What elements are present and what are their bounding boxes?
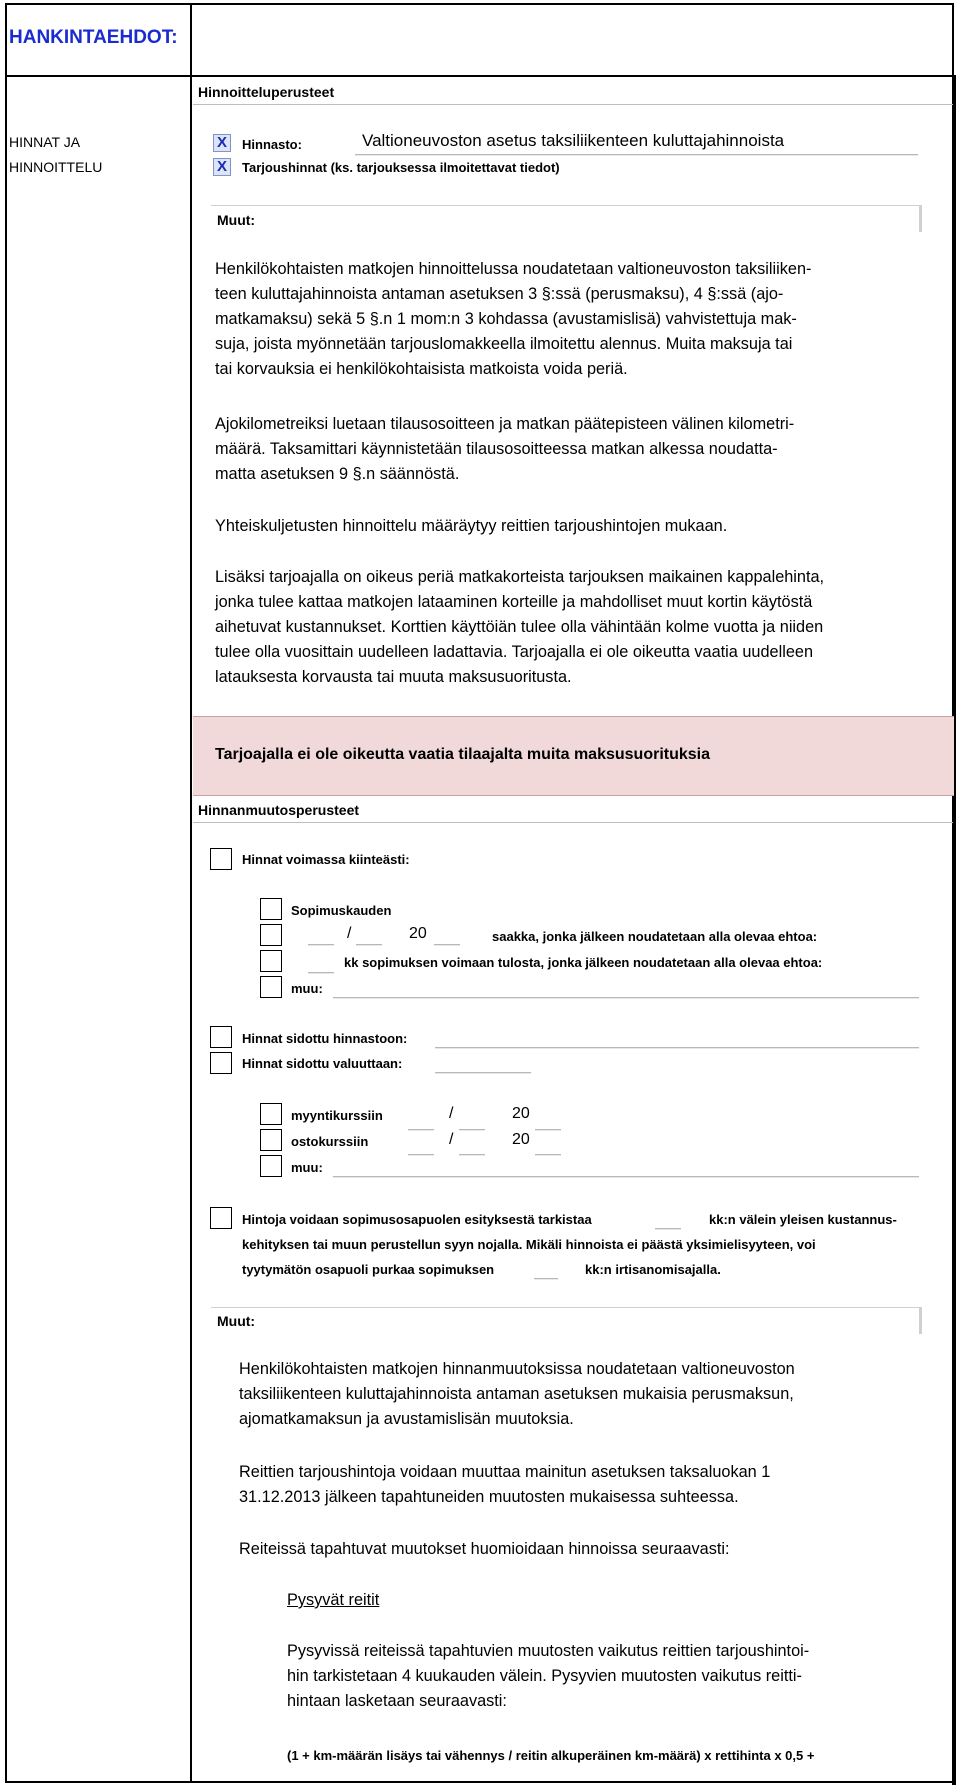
review-text-1b: kk:n välein yleisen kustannus-: [709, 1212, 897, 1227]
pricing-basis-heading: Hinnoitteluperusteet: [198, 84, 335, 100]
termination-months-field[interactable]: [534, 1264, 558, 1279]
price-list-checkbox[interactable]: [210, 1026, 232, 1048]
months-text: kk sopimuksen voimaan tulosta, jonka jälkeen noudatetaan alla olevaa ehtoa:: [344, 955, 823, 970]
currency-checkbox[interactable]: [210, 1052, 232, 1074]
fixed-prices-label: Hinnat voimassa kiinteästi:: [242, 852, 410, 867]
tarjoushinnat-label: Tarjoushinnat (ks. tarjouksessa ilmoitettavat tiedot): [242, 160, 560, 175]
rate-muu-checkbox[interactable]: [260, 1155, 282, 1177]
page-title: HANKINTAEHDOT:: [9, 27, 178, 48]
change-paragraph-3: Reiteissä tapahtuvat muutokset huomioidaan hinnoissa seuraavasti:: [239, 1540, 730, 1558]
selling-rate-label: myyntikurssiin: [291, 1108, 383, 1123]
selling-slash: /: [449, 1105, 454, 1122]
section-label-line2: HINNOITTELU: [9, 159, 103, 175]
permanent-routes-heading: Pysyvät reitit: [287, 1591, 380, 1609]
header-divider: [5, 75, 954, 77]
muut-field[interactable]: [211, 205, 922, 232]
until-year-field[interactable]: [434, 930, 460, 945]
muut-label-2: Muut:: [217, 1313, 256, 1329]
muut-field-2[interactable]: [211, 1307, 922, 1334]
selling-day-field[interactable]: [408, 1115, 434, 1130]
price-list-field[interactable]: [435, 1033, 919, 1048]
fixed-prices-checkbox[interactable]: [210, 848, 232, 870]
hinnasto-checkbox[interactable]: X: [213, 134, 231, 152]
contract-muu-label: muu:: [291, 981, 323, 996]
change-paragraph-2: Reittien tarjoushintoja voidaan muuttaa mainitun asetuksen taksaluokan 1 31.12.2013 jälkeen tapahtuneiden muutosten mukaisessa suhteessa.: [239, 1463, 771, 1506]
buying-year-field[interactable]: [535, 1140, 561, 1155]
selling-year-field[interactable]: [535, 1115, 561, 1130]
currency-field[interactable]: [435, 1058, 531, 1073]
selling-rate-checkbox[interactable]: [260, 1103, 282, 1125]
right-border: [952, 75, 956, 1785]
pricing-paragraph-3: Yhteiskuljetusten hinnoittelu määräytyy reittien tarjoushintojen mukaan.: [215, 517, 728, 535]
notice-text: Tarjoajalla ei ole oikeutta vaatia tilaajalta muita maksusuorituksia: [215, 746, 711, 763]
contract-period-checkbox[interactable]: [260, 898, 282, 920]
price-change-heading: Hinnanmuutosperusteet: [198, 802, 360, 818]
selling-month-field[interactable]: [459, 1115, 485, 1130]
contract-muu-field[interactable]: [333, 983, 919, 998]
until-month-field[interactable]: [356, 930, 382, 945]
review-text-3a: tyytymätön osapuoli purkaa sopimuksen: [242, 1262, 495, 1277]
permanent-routes-paragraph: Pysyvissä reiteissä tapahtuvien muutosten vaikutus reittien tarjoushintoi- hin tarkistetaan 4 kuukauden välein. Pysyvien muutosten vaikutus reitti- hintaan lasketaan seuraavasti:: [287, 1642, 810, 1710]
heading-rule: [193, 104, 953, 105]
review-text-2: kehityksen tai muun perustellun syyn nojalla. Mikäli hinnoista ei päästä yksimielisyyteen, voi: [242, 1237, 816, 1252]
pricing-paragraph-1: Henkilökohtaisten matkojen hinnoittelussa noudatetaan valtioneuvoston taksiliiken- teen kuluttajahinnoista antaman asetuksen 3 §:ssä (perusmaksu), 4 §:ssä (ajo- matkamaksu) sekä 5 §.n 1 mom:n 3 kohdassa (avustamislisä) vahvistettuja mak- suja, joista myönnetään tarjouslomakkeella ilmoitettu alennus. Muita maksuja tai tai korvauksia ei henkilökohtaisista matkoista voida periä.: [215, 260, 812, 378]
contract-period-label: Sopimuskauden: [291, 903, 392, 918]
hinnasto-field[interactable]: [355, 140, 918, 155]
months-checkbox[interactable]: [260, 950, 282, 972]
hinnasto-value: Valtioneuvoston asetus taksiliikenteen kuluttajahinnoista: [362, 131, 785, 150]
rate-muu-field[interactable]: [333, 1162, 919, 1177]
pricing-paragraph-4: Lisäksi tarjoajalla on oikeus periä matkakorteista tarjouksen maikainen kappalehinta, jonka tulee kattaa matkojen lataaminen korteille ja mahdolliset muut kortin käytöstä aihetuvat kustannukset. Korttien käyttöiän tulee olla vähintään kolme vuotta ja niiden tulee olla vuosittain uudelleen ladattavia. Tarjoajalla ei ole oikeutta vaatia uudelleen latauksesta korvausta tai muuta maksusuoritusta.: [215, 568, 825, 686]
until-year-prefix: 20: [409, 925, 427, 942]
buying-month-field[interactable]: [459, 1140, 485, 1155]
selling-year-prefix: 20: [512, 1105, 530, 1122]
until-slash: /: [347, 925, 352, 942]
until-date-checkbox[interactable]: [260, 924, 282, 946]
buying-rate-label: ostokurssiin: [291, 1134, 369, 1149]
muut-label: Muut:: [217, 212, 256, 228]
pricing-paragraph-2: Ajokilometreiksi luetaan tilausosoitteen ja matkan päätepisteen välinen kilometri- määrä. Taksamittari käynnistetään tilausosoitteessa matkan alkessa noudatta- matta asetuksen 9 §.n säännöstä.: [215, 415, 795, 483]
hinnasto-label: Hinnasto:: [242, 137, 302, 152]
price-list-label: Hinnat sidottu hinnastoon:: [242, 1031, 408, 1046]
review-months-field[interactable]: [655, 1214, 681, 1229]
buying-day-field[interactable]: [408, 1140, 434, 1155]
currency-label: Hinnat sidottu valuuttaan:: [242, 1056, 403, 1071]
contract-muu-checkbox[interactable]: [260, 976, 282, 998]
buying-year-prefix: 20: [512, 1131, 530, 1148]
column-divider: [190, 3, 192, 1783]
buying-slash: /: [449, 1131, 454, 1148]
section-label-line1: HINNAT JA: [9, 134, 81, 150]
change-paragraph-1: Henkilökohtaisten matkojen hinnanmuutoksissa noudatetaan valtioneuvoston taksiliikenteen kuluttajahinnoista antaman asetuksen mukaisia perusmaksun, ajomatkamaksun ja avustamislisän muutoksia.: [239, 1360, 795, 1428]
review-text-1a: Hintoja voidaan sopimusosapuolen esityksestä tarkistaa: [242, 1212, 592, 1227]
until-text: saakka, jonka jälkeen noudatetaan alla olevaa ehtoa:: [492, 929, 818, 944]
formula-text: (1 + km-määrän lisäys tai vähennys / reitin alkuperäinen km-määrä) x rettihinta x 0,5 +: [287, 1748, 815, 1763]
review-checkbox[interactable]: [210, 1207, 232, 1229]
until-day-field[interactable]: [308, 930, 334, 945]
review-text-3b: kk:n irtisanomisajalla.: [585, 1262, 721, 1277]
heading-rule-2: [193, 822, 953, 823]
tarjoushinnat-checkbox[interactable]: X: [213, 158, 231, 176]
months-field[interactable]: [308, 958, 334, 973]
rate-muu-label: muu:: [291, 1160, 323, 1175]
buying-rate-checkbox[interactable]: [260, 1129, 282, 1151]
